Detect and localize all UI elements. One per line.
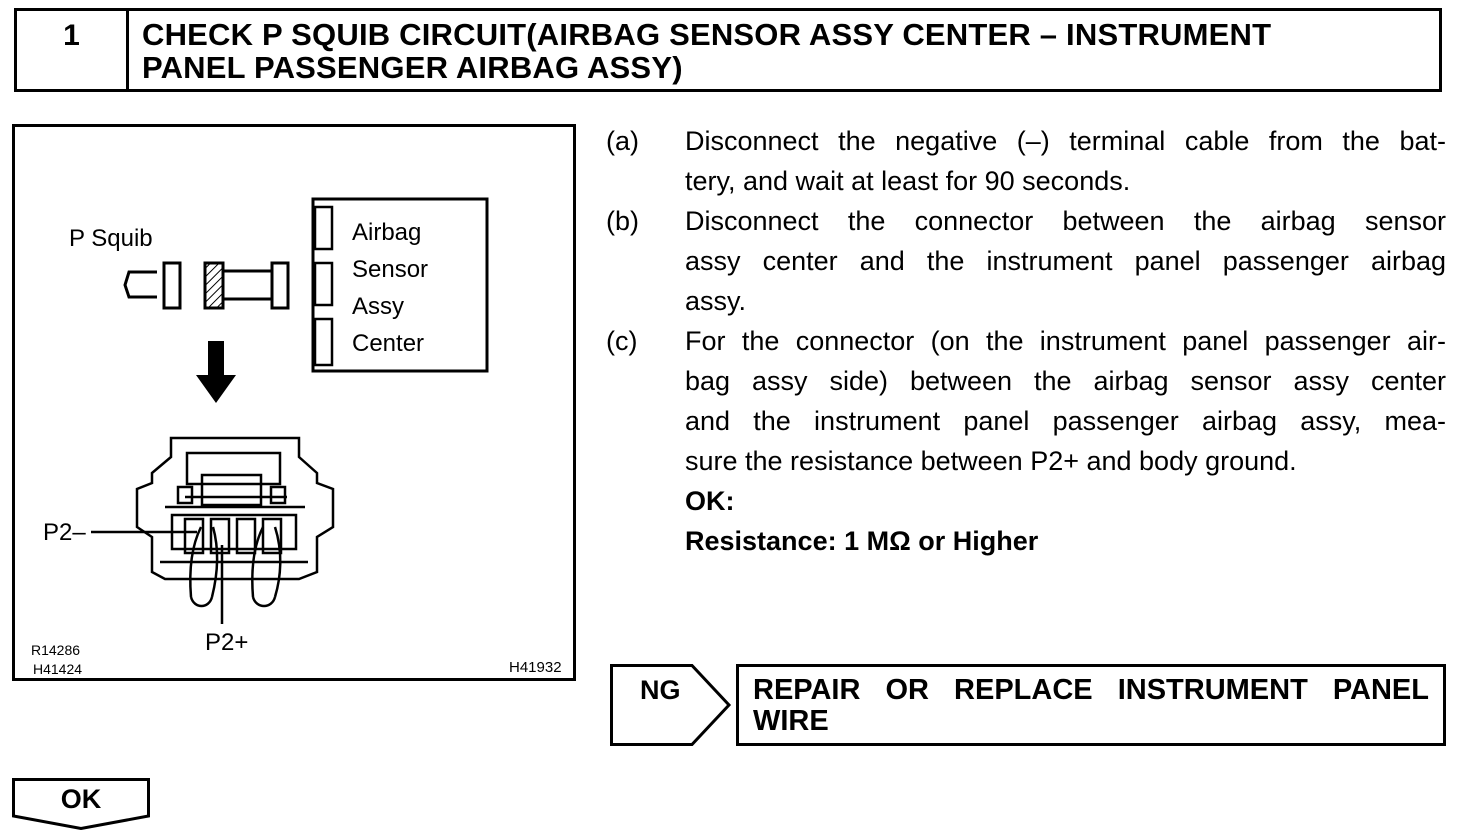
airbag-sensor-line-3: Assy	[352, 293, 405, 320]
step-a	[606, 121, 1446, 201]
procedure-steps	[606, 121, 1446, 561]
figure-id: H41932	[509, 659, 562, 676]
step-header	[14, 8, 1442, 92]
ng-word-1: REPAIR	[753, 674, 861, 706]
ng-word-5: PANEL	[1332, 674, 1429, 706]
ng-word-2: OR	[885, 674, 929, 706]
ref-code-2: H41424	[33, 661, 83, 677]
step-title-line-2: PANEL PASSENGER AIRBAG ASSY)	[142, 50, 683, 85]
step-b-line-3: assy.	[685, 286, 747, 316]
ng-word-4: INSTRUMENT	[1117, 674, 1308, 706]
terminal-p2-minus-label: P2–	[43, 519, 86, 546]
ref-code-1: R14286	[31, 642, 81, 658]
step-b-line-1: Disconnect the connector between the airbag sensor	[685, 206, 1446, 236]
step-b-label: (b)	[606, 206, 639, 236]
airbag-sensor-line-1: Airbag	[352, 219, 422, 246]
step-c-line-4: sure the resistance between P2+ and body ground.	[685, 446, 1297, 476]
step-c-text	[685, 321, 1446, 561]
step-b-line-2: assy center and the instrument panel passenger airbag	[685, 246, 1446, 276]
spec-resistance: Resistance: 1 MΩ or Higher	[685, 526, 1039, 556]
step-number: 1	[17, 11, 129, 89]
ng-action-line-1	[753, 675, 1429, 706]
connector-illustration	[12, 124, 576, 681]
ng-word-3: REPLACE	[954, 674, 1093, 706]
ng-action-line-2: WIRE	[753, 705, 829, 737]
step-c-label: (c)	[606, 326, 638, 356]
ok-label: OK	[60, 784, 102, 814]
p-squib-label: P Squib	[69, 225, 153, 252]
step-c	[606, 321, 1446, 561]
step-a-label: (a)	[606, 126, 639, 156]
step-title	[129, 11, 1439, 89]
connector-face-icon	[137, 438, 333, 606]
step-a-text	[685, 121, 1446, 201]
terminal-p2-plus-label: P2+	[205, 629, 249, 656]
step-title-line-1: CHECK P SQUIB CIRCUIT(AIRBAG SENSOR ASSY CENTER – INSTRUMENT	[142, 17, 1272, 52]
step-b-text	[685, 201, 1446, 321]
step-c-line-2: bag assy side) between the airbag sensor assy center	[685, 366, 1446, 396]
airbag-sensor-line-4: Center	[352, 330, 425, 357]
connector-schematic-icon	[125, 263, 288, 308]
step-c-line-3: and the instrument panel passenger airbag assy, mea-	[685, 406, 1446, 436]
airbag-sensor-box	[313, 199, 487, 371]
ng-label: NG	[640, 675, 681, 705]
connector-diagram	[15, 127, 573, 678]
airbag-sensor-line-2: Sensor	[352, 256, 429, 283]
ng-action-box	[736, 664, 1446, 746]
down-arrow-icon	[196, 341, 236, 403]
step-b	[606, 201, 1446, 321]
step-a-line-1: Disconnect the negative (–) terminal cable from the bat-	[685, 126, 1446, 156]
step-a-line-2: tery, and wait at least for 90 seconds.	[685, 166, 1131, 196]
spec-ok-label: OK:	[685, 486, 735, 516]
step-c-line-1: For the connector (on the instrument panel passenger air-	[685, 326, 1446, 356]
